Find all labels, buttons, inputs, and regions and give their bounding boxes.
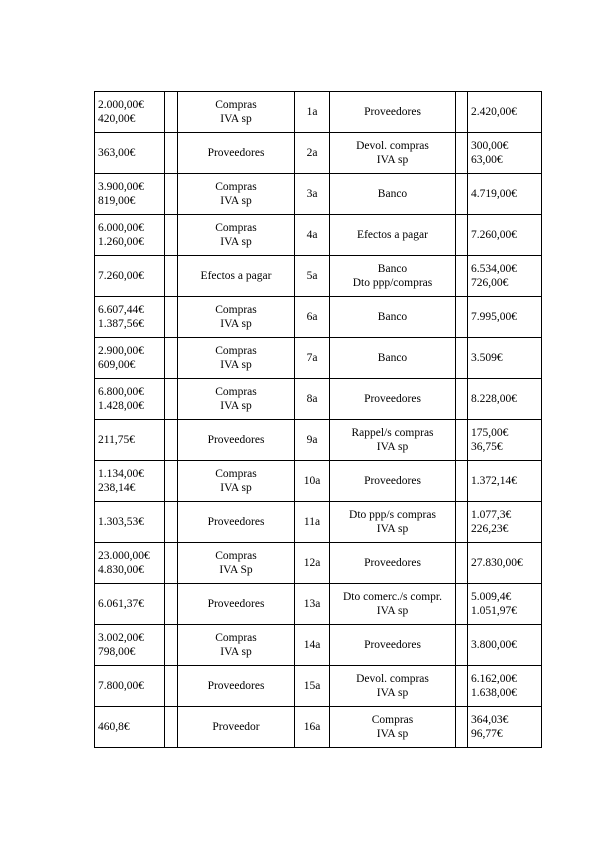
credit-amount: 4.719,00€ xyxy=(468,174,542,215)
debit-account: Proveedor xyxy=(178,707,295,748)
debit-amount: 2.900,00€ 609,00€ xyxy=(95,338,165,379)
spacer-cell xyxy=(456,625,468,666)
table-row xyxy=(95,543,542,584)
debit-account: Compras IVA sp xyxy=(178,215,295,256)
credit-amount: 7.260,00€ xyxy=(468,215,542,256)
spacer-cell xyxy=(165,338,178,379)
journal-table xyxy=(94,91,542,748)
debit-account: Proveedores xyxy=(178,133,295,174)
credit-amount: 27.830,00€ xyxy=(468,543,542,584)
table-row xyxy=(95,174,542,215)
spacer-cell xyxy=(165,584,178,625)
table-row xyxy=(95,461,542,502)
credit-account: Proveedores xyxy=(330,543,456,584)
spacer-cell xyxy=(456,543,468,584)
credit-account: Banco xyxy=(330,174,456,215)
table-row xyxy=(95,92,542,133)
credit-amount: 1.077,3€ 226,23€ xyxy=(468,502,542,543)
spacer-cell xyxy=(165,625,178,666)
debit-account: Proveedores xyxy=(178,502,295,543)
entry-number: 7a xyxy=(295,338,330,379)
credit-account: Proveedores xyxy=(330,379,456,420)
entry-number: 15a xyxy=(295,666,330,707)
spacer-cell xyxy=(165,666,178,707)
debit-amount: 6.800,00€ 1.428,00€ xyxy=(95,379,165,420)
spacer-cell xyxy=(165,92,178,133)
credit-account: Devol. compras IVA sp xyxy=(330,133,456,174)
spacer-cell xyxy=(165,420,178,461)
credit-amount: 3.509€ xyxy=(468,338,542,379)
spacer-cell xyxy=(165,461,178,502)
debit-amount: 3.900,00€ 819,00€ xyxy=(95,174,165,215)
table-row xyxy=(95,256,542,297)
spacer-cell xyxy=(456,297,468,338)
credit-account: Proveedores xyxy=(330,625,456,666)
debit-account: Compras IVA sp xyxy=(178,174,295,215)
debit-amount: 23.000,00€ 4.830,00€ xyxy=(95,543,165,584)
debit-amount: 1.134,00€ 238,14€ xyxy=(95,461,165,502)
debit-amount: 2.000,00€ 420,00€ xyxy=(95,92,165,133)
table-row xyxy=(95,297,542,338)
spacer-cell xyxy=(456,338,468,379)
credit-amount: 300,00€ 63,00€ xyxy=(468,133,542,174)
table-row xyxy=(95,625,542,666)
table-row xyxy=(95,666,542,707)
table-row xyxy=(95,707,542,748)
entry-number: 13a xyxy=(295,584,330,625)
entry-number: 14a xyxy=(295,625,330,666)
credit-account: Banco xyxy=(330,338,456,379)
spacer-cell xyxy=(165,297,178,338)
entry-number: 10a xyxy=(295,461,330,502)
credit-account: Rappel/s compras IVA sp xyxy=(330,420,456,461)
table-row xyxy=(95,215,542,256)
credit-amount: 3.800,00€ xyxy=(468,625,542,666)
debit-account: Compras IVA sp xyxy=(178,379,295,420)
debit-amount: 211,75€ xyxy=(95,420,165,461)
debit-amount: 460,8€ xyxy=(95,707,165,748)
entry-number: 11a xyxy=(295,502,330,543)
credit-amount: 6.162,00€ 1.638,00€ xyxy=(468,666,542,707)
entry-number: 12a xyxy=(295,543,330,584)
entry-number: 16a xyxy=(295,707,330,748)
debit-account: Compras IVA Sp xyxy=(178,543,295,584)
debit-amount: 7.800,00€ xyxy=(95,666,165,707)
journal-body xyxy=(95,92,542,748)
credit-amount: 1.372,14€ xyxy=(468,461,542,502)
spacer-cell xyxy=(165,133,178,174)
spacer-cell xyxy=(456,174,468,215)
credit-account: Banco Dto ppp/compras xyxy=(330,256,456,297)
credit-account: Compras IVA sp xyxy=(330,707,456,748)
credit-account: Devol. compras IVA sp xyxy=(330,666,456,707)
credit-account: Banco xyxy=(330,297,456,338)
debit-account: Compras IVA sp xyxy=(178,92,295,133)
credit-amount: 6.534,00€ 726,00€ xyxy=(468,256,542,297)
spacer-cell xyxy=(456,379,468,420)
credit-account: Proveedores xyxy=(330,461,456,502)
spacer-cell xyxy=(165,707,178,748)
debit-amount: 7.260,00€ xyxy=(95,256,165,297)
debit-account: Compras IVA sp xyxy=(178,338,295,379)
entry-number: 2a xyxy=(295,133,330,174)
table-row xyxy=(95,379,542,420)
table-row xyxy=(95,133,542,174)
spacer-cell xyxy=(456,461,468,502)
credit-account: Efectos a pagar xyxy=(330,215,456,256)
spacer-cell xyxy=(456,707,468,748)
spacer-cell xyxy=(456,420,468,461)
debit-amount: 6.607,44€ 1.387,56€ xyxy=(95,297,165,338)
entry-number: 5a xyxy=(295,256,330,297)
entry-number: 3a xyxy=(295,174,330,215)
credit-account: Dto comerc./s compr. IVA sp xyxy=(330,584,456,625)
credit-amount: 364,03€ 96,77€ xyxy=(468,707,542,748)
debit-amount: 3.002,00€ 798,00€ xyxy=(95,625,165,666)
entry-number: 1a xyxy=(295,92,330,133)
spacer-cell xyxy=(456,584,468,625)
credit-amount: 8.228,00€ xyxy=(468,379,542,420)
credit-account: Dto ppp/s compras IVA sp xyxy=(330,502,456,543)
spacer-cell xyxy=(165,502,178,543)
debit-account: Efectos a pagar xyxy=(178,256,295,297)
spacer-cell xyxy=(456,215,468,256)
table-row xyxy=(95,584,542,625)
spacer-cell xyxy=(165,215,178,256)
credit-amount: 7.995,00€ xyxy=(468,297,542,338)
credit-account: Proveedores xyxy=(330,92,456,133)
debit-account: Compras IVA sp xyxy=(178,461,295,502)
debit-amount: 6.000,00€ 1.260,00€ xyxy=(95,215,165,256)
debit-amount: 363,00€ xyxy=(95,133,165,174)
debit-account: Compras IVA sp xyxy=(178,625,295,666)
credit-amount: 175,00€ 36,75€ xyxy=(468,420,542,461)
spacer-cell xyxy=(456,666,468,707)
spacer-cell xyxy=(165,379,178,420)
table-row xyxy=(95,338,542,379)
entry-number: 6a xyxy=(295,297,330,338)
entry-number: 9a xyxy=(295,420,330,461)
entry-number: 4a xyxy=(295,215,330,256)
debit-account: Proveedores xyxy=(178,420,295,461)
table-row xyxy=(95,502,542,543)
spacer-cell xyxy=(456,92,468,133)
spacer-cell xyxy=(456,133,468,174)
entry-number: 8a xyxy=(295,379,330,420)
spacer-cell xyxy=(165,174,178,215)
debit-account: Proveedores xyxy=(178,666,295,707)
debit-amount: 6.061,37€ xyxy=(95,584,165,625)
table-row xyxy=(95,420,542,461)
debit-account: Proveedores xyxy=(178,584,295,625)
spacer-cell xyxy=(456,502,468,543)
spacer-cell xyxy=(165,543,178,584)
debit-account: Compras IVA sp xyxy=(178,297,295,338)
spacer-cell xyxy=(165,256,178,297)
credit-amount: 2.420,00€ xyxy=(468,92,542,133)
debit-amount: 1.303,53€ xyxy=(95,502,165,543)
spacer-cell xyxy=(456,256,468,297)
credit-amount: 5.009,4€ 1.051,97€ xyxy=(468,584,542,625)
